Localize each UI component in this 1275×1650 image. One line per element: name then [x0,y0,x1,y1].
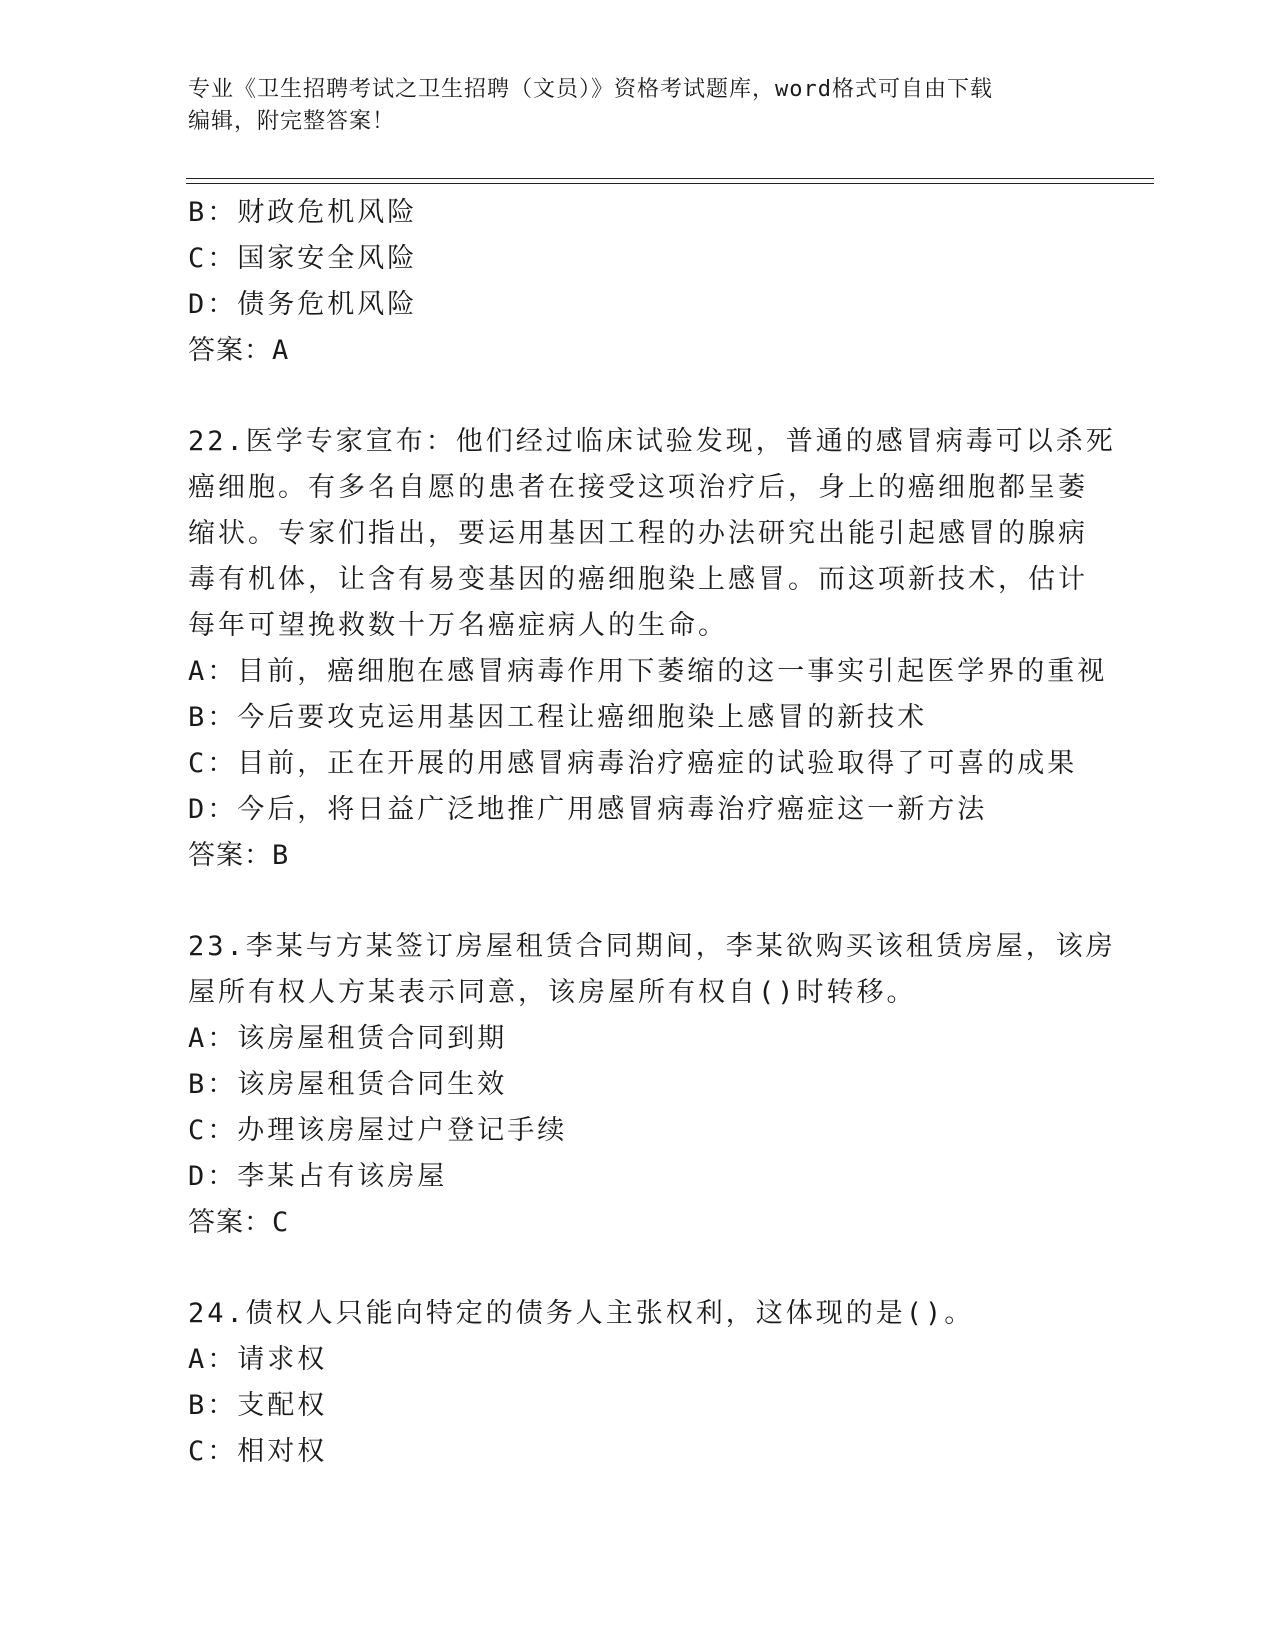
question-text-line: 23.李某与方某签订房屋租赁合同期间，李某欲购买该租赁房屋，该房 [188,931,1116,962]
answer-line: 答案：C [188,1207,290,1238]
option-c: C：国家安全风险 [188,243,418,274]
question-text-line: 24.债权人只能向特定的债务人主张权利，这体现的是()。 [188,1298,975,1329]
option-b: B：财政危机风险 [188,197,418,228]
question-22-block [188,419,1116,879]
option-c: C：相对权 [188,1436,328,1467]
option-d: D：债务危机风险 [188,289,418,320]
option-a: A：请求权 [188,1344,328,1375]
option-b: B：今后要攻克运用基因工程让癌细胞染上感冒的新技术 [188,702,928,733]
option-b: B：该房屋租赁合同生效 [188,1069,508,1100]
option-d: D：李某占有该房屋 [188,1161,448,1192]
question-text-line: 屋所有权人方某表示同意，该房屋所有权自()时转移。 [188,977,917,1008]
option-d: D：今后，将日益广泛地推广用感冒病毒治疗癌症这一新方法 [188,794,988,825]
question-24-block [188,1291,1088,1475]
question-text-line: 癌细胞。有多名自愿的患者在接受这项治疗后，身上的癌细胞都呈萎 [188,472,1088,503]
option-c: C：目前，正在开展的用感冒病毒治疗癌症的试验取得了可喜的成果 [188,748,1078,779]
answer-line: 答案：A [188,335,290,366]
header-divider-top [186,178,1154,179]
header-line-1: 专业《卫生招聘考试之卫生招聘（文员）》资格考试题库，word格式可自由下载 [188,77,993,102]
option-a: A：该房屋租赁合同到期 [188,1023,508,1054]
question-text-line: 22.医学专家宣布：他们经过临床试验发现，普通的感冒病毒可以杀死 [188,426,1116,457]
option-a: A：目前，癌细胞在感冒病毒作用下萎缩的这一事实引起医学界的重视 [188,656,1108,687]
option-c: C：办理该房屋过户登记手续 [188,1115,568,1146]
question-23-block [188,924,1116,1246]
question-text-line: 缩状。专家们指出，要运用基因工程的办法研究出能引起感冒的腺病 [188,518,1088,549]
option-b: B：支配权 [188,1390,328,1421]
question-text-line: 毒有机体，让含有易变基因的癌细胞染上感冒。而这项新技术，估计 [188,564,1088,595]
question-text-line: 每年可望挽救数十万名癌症病人的生命。 [188,610,728,641]
question-21-block [188,190,1088,374]
header-line-2: 编辑，附完整答案！ [188,109,396,134]
question-list [188,190,1116,1475]
document-header [188,74,1088,138]
header-divider-bottom [186,183,1154,184]
answer-line: 答案：B [188,840,290,871]
